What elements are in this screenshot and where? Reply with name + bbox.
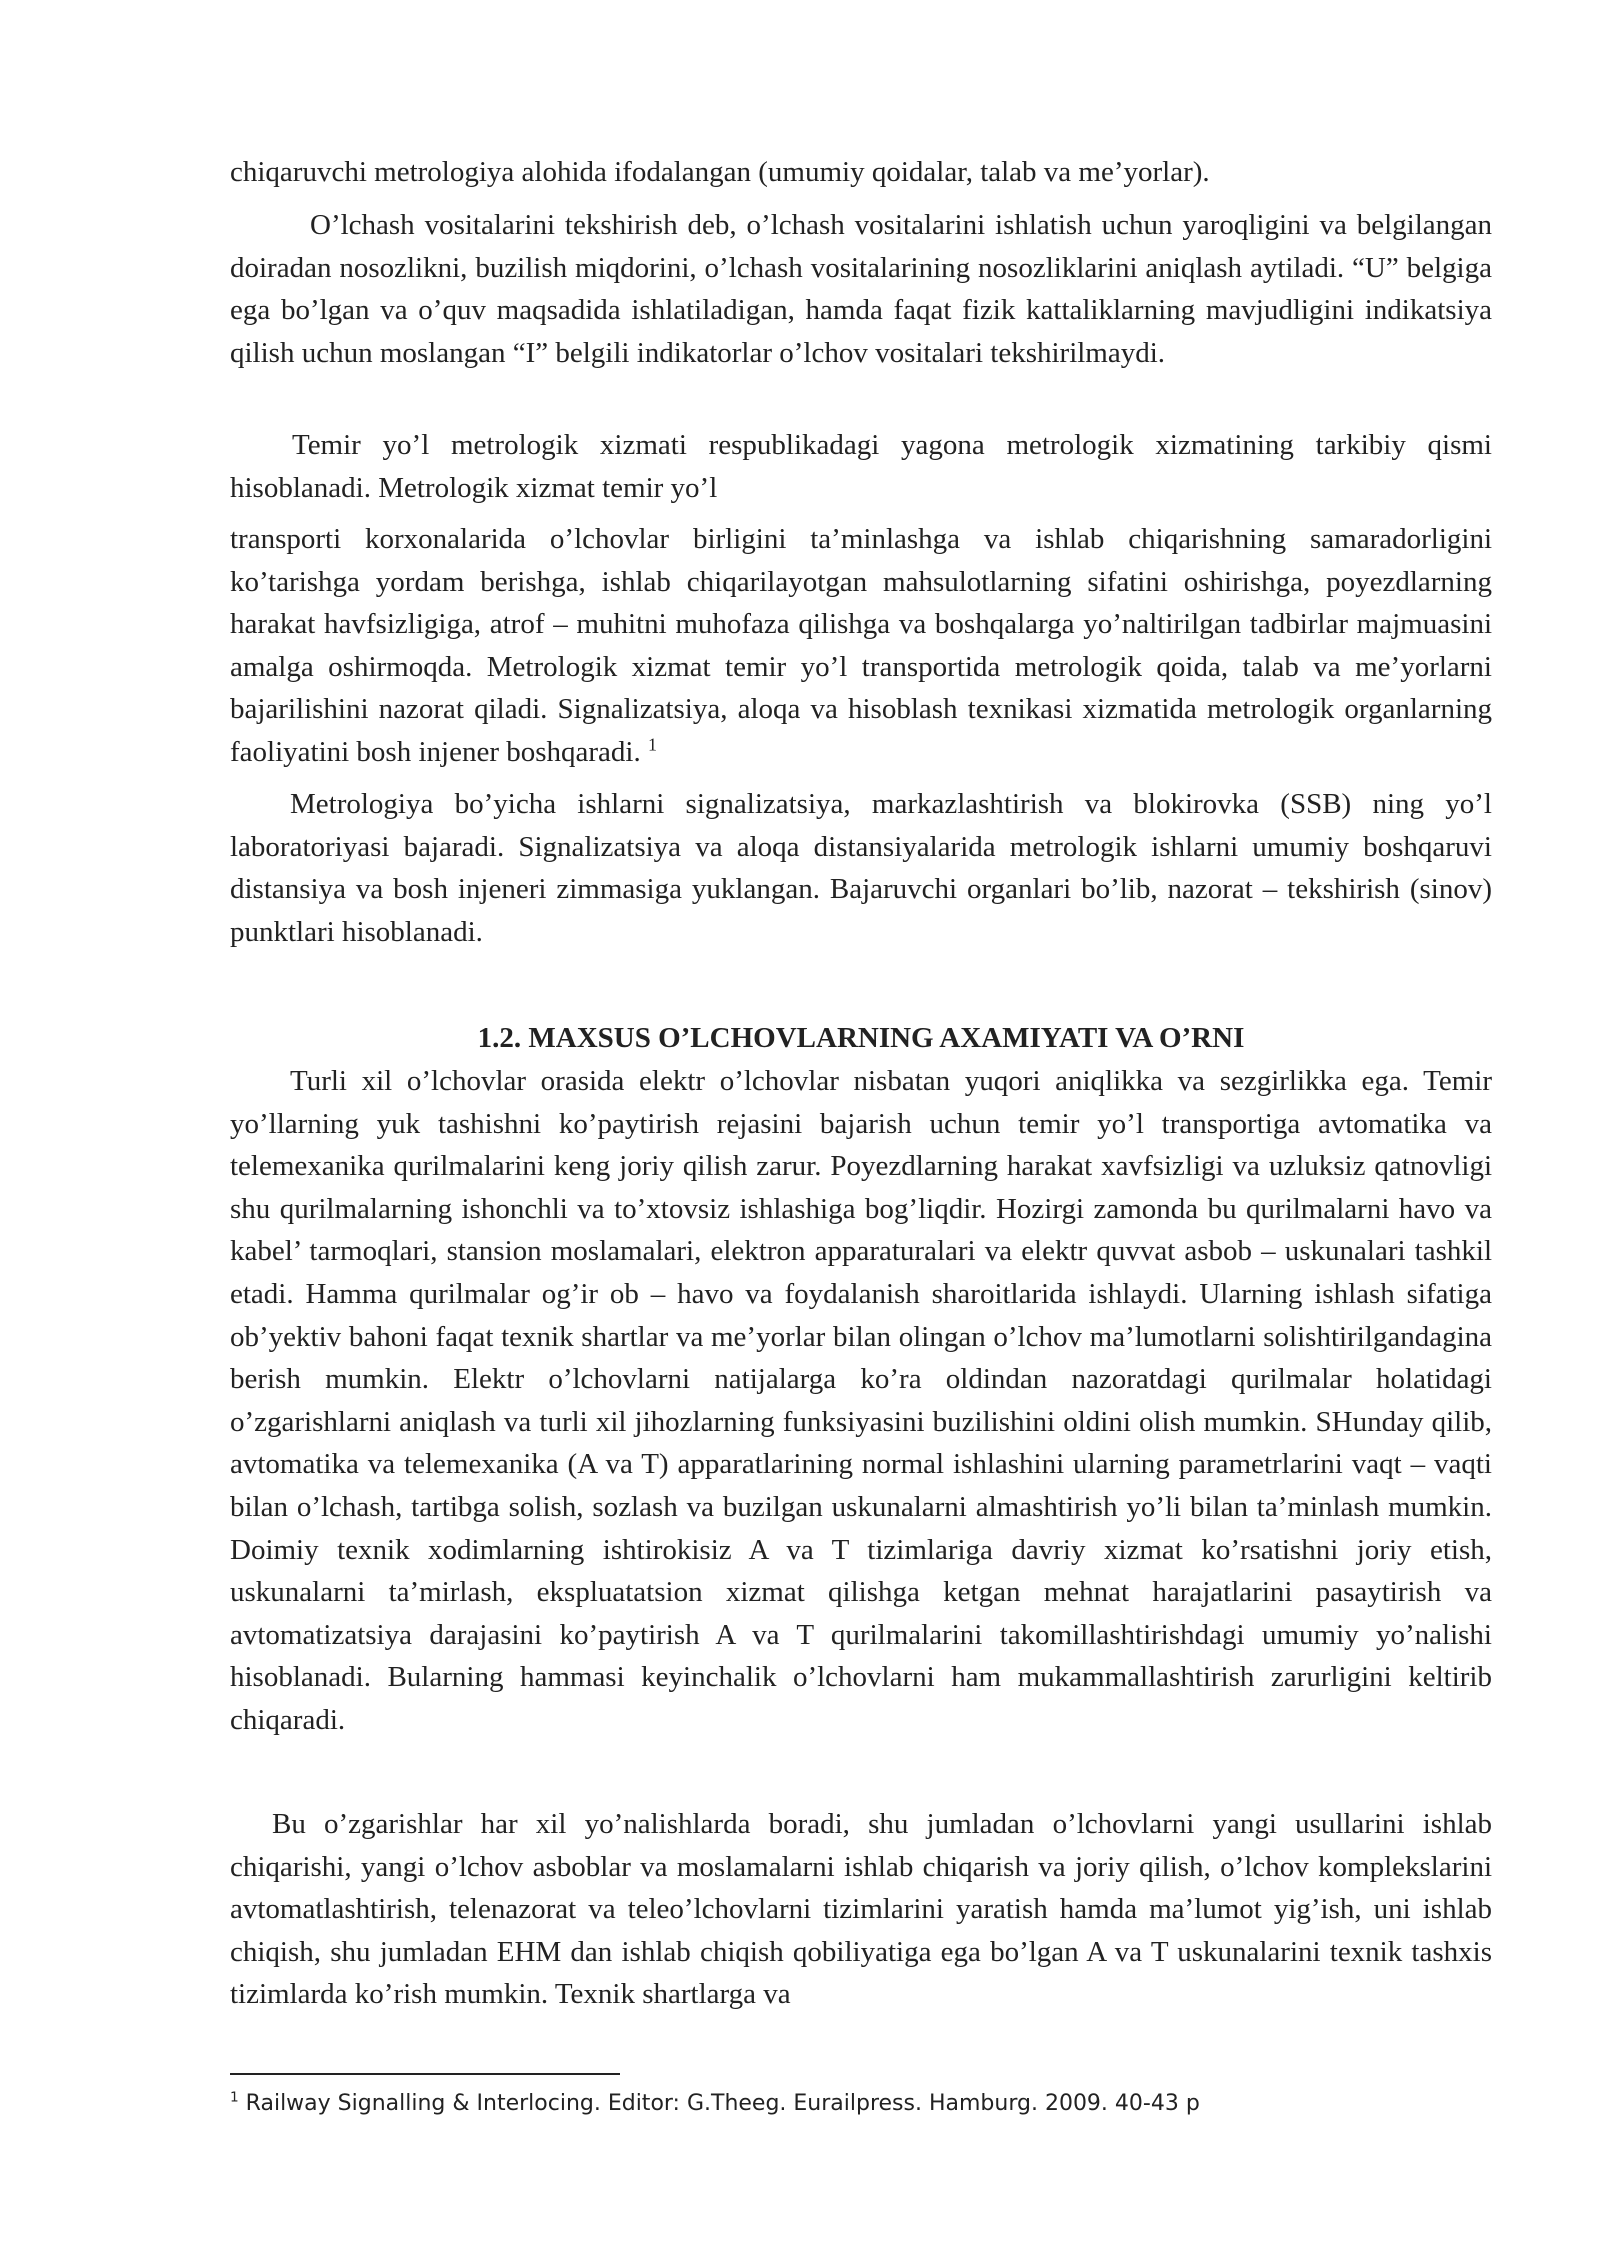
paragraph-4 <box>230 518 1492 774</box>
paragraph-4-text: transporti korxonalarida o’lchovlar birligini ta’minlashga va ishlab chiqarishning samaradorligini ko’tarishga yordam berishga, ishlab chiqarilayotgan mahsulotlarning sifatini oshirishga, poyezdlarning harakat havfsizligiga, atrof – muhitni muhofaza qilishga va boshqalarga yo’naltirilgan tadbirlar majmuasini amalga oshirmoqda. Metrologik xizmat temir yo’l transportida metrologik qoida, talab va me’yorlarni bajarilishini nazorat qiladi. Signalizatsiya, aloqa va hisoblash texnikasi xizmatida metrologik organlarning faoliyatini bosh injener boshqaradi. <box>230 523 1492 768</box>
footnote-reference: 1 <box>647 734 657 755</box>
paragraph-5: Metrologiya bo’yicha ishlarni signalizatsiya, markazlashtirish va blokirovka (SSB) ning yo’l laboratoriyasi bajaradi. Signalizatsiya va aloqa distansiyalarida metrologik ishlarni umumiy boshqaruvi distansiya va bosh injeneri zimmasiga yuklangan. Bajaruvchi organlari bo’lib, nazorat – tekshirish (sinov) punktlari hisoblanadi. <box>230 788 1492 948</box>
footnote-text: Railway Signalling & Interlocing. Editor: G.Theeg. Eurailpress. Hamburg. 2009. 40-43 p <box>245 2091 1200 2116</box>
paragraph-2: O’lchash vositalarini tekshirish deb, o’lchash vositalarini ishlatish uchun yaroqligini va belgilangan doiradan nosozlikni, buzilish miqdorini, o’lchash vositalarining nosozliklarini aniqlash aytiladi. “U” belgiga ega bo’lgan va o’quv maqsadida ishlatiladigan, hamda faqat fizik kattaliklarning mavjudligini indikatsiya qilish uchun moslangan “I” belgili indikatorlar o’lchov vositalari tekshirilmaydi. <box>230 209 1492 369</box>
footnote-divider <box>230 2073 620 2075</box>
footnote-number: 1 <box>230 2089 239 2106</box>
section-heading: 1.2. MAXSUS O’LCHOVLARNING AXAMIYATI VA O’RNI <box>477 1022 1245 1054</box>
footnote <box>230 2089 1492 2119</box>
paragraph-1: chiqaruvchi metrologiya alohida ifodalangan (umumiy qoidalar, talab va me’yorlar). <box>230 156 1210 188</box>
paragraph-3: Temir yo’l metrologik xizmati respublikadagi yagona metrologik xizmatining tarkibiy qismi hisoblanadi. Metrologik xizmat temir yo’l <box>230 429 1492 504</box>
paragraph-6: Turli xil o’lchovlar orasida elektr o’lchovlar nisbatan yuqori aniqlikka va sezgirlikka ega. Temir yo’llarning yuk tashishni ko’paytirish rejasini bajarish uchun temir yo’l transportiga avtomatika va telemexanika qurilmalarini keng joriy qilish zarur. Poyezdlarning harakat xavfsizligi va uzluksiz qatnovligi shu qurilmalarning ishonchli va to’xtovsiz ishlashiga bog’liqdir. Hozirgi zamonda bu qurilmalarni havo va kabel’ tarmoqlari, stansion moslamalari, elektron apparaturalari va elektr quvvat asbob – uskunalari tashkil etadi. Hamma qurilmalar og’ir ob – havo va foydalanish sharoitlarida ishlaydi. Ularning ishlash sifatiga ob’yektiv bahoni faqat texnik shartlar va me’yorlar bilan olingan o’lchov ma’lumotlarni solishtirilgandagina berish mumkin. Elektr o’lchovlarni natijalarga ko’ra oldindan nazoratdagi qurilmalar holatidagi o’zgarishlarni aniqlash va turli xil jihozlarning funksiyasini buzilishini oldini olish mumkin. SHunday qilib, avtomatika va telemexanika (A va T) apparatlarining normal ishlashini ularning parametrlarini vaqt – vaqti bilan o’lchash, tartibga solish, sozlash va buzilgan uskunalarni almashtirish yo’li bilan ta’minlash mumkin. Doimiy texnik xodimlarning ishtirokisiz A va T tizimlariga davriy xizmat ko’rsatishni joriy etish, uskunalarni ta’mirlash, ekspluatatsion xizmat qilishga ketgan mehnat harajatlarini pasaytirish va avtomatizatsiya darajasini ko’paytirish A va T qurilmalarini takomillashtirishdagi umumiy yo’nalishi hisoblanadi. Bularning hammasi keyinchalik o’lchovlarni ham mukammallashtirish zarurligini keltirib chiqaradi. <box>230 1065 1492 1736</box>
paragraph-7: Bu o’zgarishlar har xil yo’nalishlarda boradi, shu jumladan o’lchovlarni yangi usullarini ishlab chiqarishi, yangi o’lchov asboblar va moslamalarni ishlab chiqarish va joriy qilish, o’lchov komplekslarini avtomatlashtirish, telenazorat va teleo’lchovlarni tizimlarini yaratish hamda ma’lumot yig’ish, uni ishlab chiqish, shu jumladan EHM dan ishlab chiqish qobiliyatiga ega bo’lgan A va T uskunalarini texnik tashxis tizimlarda ko’rish mumkin. Texnik shartlarga va <box>230 1808 1492 2011</box>
